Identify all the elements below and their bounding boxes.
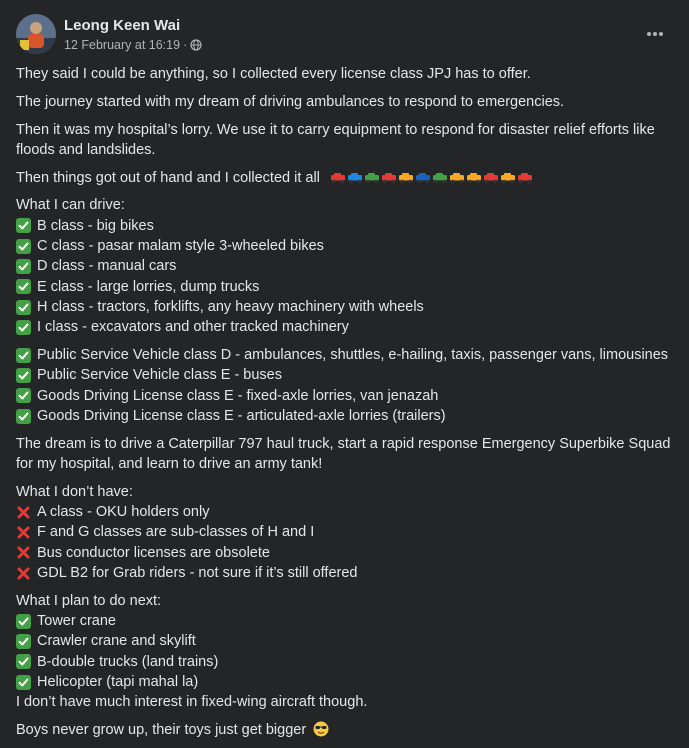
bus-icon <box>364 172 380 184</box>
list-item <box>16 236 675 256</box>
more-options-button[interactable] <box>637 20 673 48</box>
cross-mark-icon <box>16 505 31 520</box>
check-mark-icon <box>16 348 31 363</box>
list-item-text: D class - manual cars <box>37 258 177 275</box>
list-item-text: GDL B2 for Grab riders - not sure if it’s still offered <box>37 565 358 582</box>
van-icon <box>415 172 431 184</box>
list-bullet <box>16 545 31 560</box>
list-item-text: C class - pasar malam style 3-wheeled bikes <box>37 238 324 255</box>
dream-paragraph: The dream is to drive a Caterpillar 797 haul truck, start a rapid response Emergency Superbike Squad for my hospital, and learn to drive an army tank! <box>16 435 671 473</box>
list-item-text: Goods Driving License class E - articulated-axle lorries (trailers) <box>37 407 446 424</box>
can-drive-list <box>16 216 675 338</box>
intro-line-with-emojis <box>16 168 675 188</box>
author-name[interactable]: Leong Keen Wai <box>64 17 181 34</box>
more-options-icon <box>646 31 664 37</box>
list-item-text: H class - tractors, forklifts, any heavy machinery with wheels <box>37 298 424 315</box>
list-item-text: Crawler crane and skylift <box>37 633 196 650</box>
list-bullet <box>16 259 31 274</box>
list-item-text: E class - large lorries, dump trucks <box>37 278 260 295</box>
check-mark-icon <box>16 654 31 669</box>
plan-list <box>16 611 675 692</box>
avatar[interactable] <box>16 14 56 54</box>
minibus-icon <box>432 172 448 184</box>
list-item <box>16 297 675 317</box>
tractor-icon <box>466 172 482 184</box>
closing-line <box>16 720 675 740</box>
list-item-text: A class - OKU holders only <box>37 504 210 521</box>
check-mark-icon <box>16 368 31 383</box>
fire-engine-icon <box>483 172 499 184</box>
globe-icon[interactable] <box>190 39 202 51</box>
intro-line: Then it was my hospital’s lorry. We use it to carry equipment to respond for disaster relief efforts like floods and landslides. <box>16 121 655 158</box>
sunglasses-face-icon <box>313 721 329 737</box>
closing-text: Boys never grow up, their toys just get bigger <box>16 722 307 739</box>
check-mark-icon <box>16 634 31 649</box>
list-bullet <box>16 654 31 669</box>
forklift-icon <box>500 172 516 184</box>
truck-icon <box>381 172 397 184</box>
profile-photo-icon <box>16 14 56 54</box>
list-bullet <box>16 320 31 335</box>
dont-have-heading: What I don’t have: <box>16 483 133 500</box>
vehicle-emoji-row <box>330 172 533 184</box>
list-item <box>16 277 675 297</box>
plan-heading: What I plan to do next: <box>16 592 162 609</box>
car-icon <box>330 172 346 184</box>
suv-icon <box>347 172 363 184</box>
cross-mark-icon <box>16 545 31 560</box>
list-bullet <box>16 675 31 690</box>
list-item-text: B-double trucks (land trains) <box>37 653 219 670</box>
list-item <box>16 365 675 385</box>
intro-line: They said I could be anything, so I collected every license class JPJ has to offer. <box>16 66 531 82</box>
list-item-text: Bus conductor licenses are obsolete <box>37 544 270 561</box>
check-mark-icon <box>16 279 31 294</box>
cross-mark-icon <box>16 525 31 540</box>
list-item-text: Tower crane <box>37 613 116 630</box>
list-item <box>16 256 675 276</box>
helicopter-icon <box>517 172 533 184</box>
list-item <box>16 502 675 522</box>
list-item <box>16 672 675 692</box>
list-bullet <box>16 239 31 254</box>
check-mark-icon <box>16 675 31 690</box>
list-item <box>16 345 675 365</box>
meta-separator: · <box>183 38 188 52</box>
list-item <box>16 317 675 337</box>
taxi-icon <box>398 172 414 184</box>
list-bullet <box>16 388 31 403</box>
excavator-icon <box>449 172 465 184</box>
list-bullet <box>16 348 31 363</box>
list-item <box>16 611 675 631</box>
list-bullet <box>16 634 31 649</box>
list-item-text: I class - excavators and other tracked machinery <box>37 319 349 336</box>
check-mark-icon <box>16 409 31 424</box>
list-item-text: Helicopter (tapi mahal la) <box>37 674 199 691</box>
post-header <box>16 14 673 58</box>
cross-mark-icon <box>16 566 31 581</box>
check-mark-icon <box>16 239 31 254</box>
list-item <box>16 631 675 651</box>
list-item <box>16 543 675 563</box>
can-drive-list-2 <box>16 345 675 426</box>
list-item <box>16 652 675 672</box>
list-bullet <box>16 218 31 233</box>
post-meta <box>64 38 202 52</box>
list-bullet <box>16 300 31 315</box>
post-content <box>16 64 675 748</box>
list-bullet <box>16 409 31 424</box>
list-item <box>16 406 675 426</box>
list-bullet <box>16 279 31 294</box>
list-item-text: F and G classes are sub-classes of H and I <box>37 524 315 541</box>
list-item <box>16 522 675 542</box>
list-item <box>16 386 675 406</box>
post-timestamp[interactable]: 12 February at 16:19 <box>64 38 181 52</box>
list-item-text: Goods Driving License class E - fixed-axle lorries, van jenazah <box>37 387 439 404</box>
list-bullet <box>16 566 31 581</box>
list-item-text: Public Service Vehicle class D - ambulances, shuttles, e-hailing, taxis, passenger vans, limousines <box>37 347 669 364</box>
list-bullet <box>16 368 31 383</box>
list-item <box>16 563 675 583</box>
can-drive-heading: What I can drive: <box>16 197 125 214</box>
check-mark-icon <box>16 320 31 335</box>
intro-line: The journey started with my dream of driving ambulances to respond to emergencies. <box>16 93 565 110</box>
intro-text: Then things got out of hand and I collected it all <box>16 169 320 186</box>
dont-have-list <box>16 502 675 583</box>
check-mark-icon <box>16 259 31 274</box>
check-mark-icon <box>16 218 31 233</box>
check-mark-icon <box>16 388 31 403</box>
list-bullet <box>16 614 31 629</box>
list-bullet <box>16 525 31 540</box>
list-item-text: B class - big bikes <box>37 217 154 234</box>
check-mark-icon <box>16 300 31 315</box>
check-mark-icon <box>16 614 31 629</box>
aircraft-line: I don’t have much interest in fixed-wing aircraft though. <box>16 694 368 711</box>
list-bullet <box>16 505 31 520</box>
list-item-text: Public Service Vehicle class E - buses <box>37 367 282 384</box>
list-item <box>16 216 675 236</box>
